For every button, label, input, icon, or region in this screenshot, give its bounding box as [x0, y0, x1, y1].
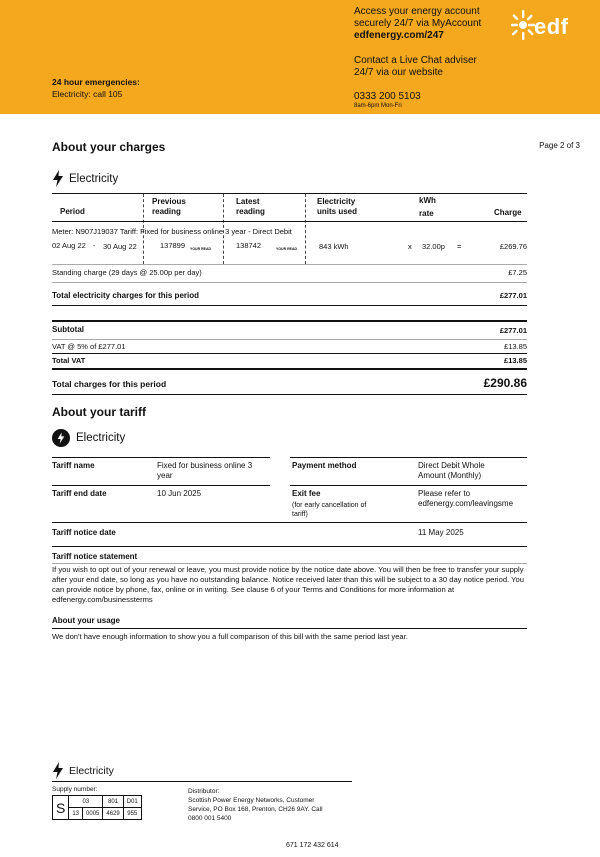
tariff-rule-right: [290, 485, 527, 486]
header-rule: [52, 221, 527, 222]
table-top-rule: [52, 193, 527, 194]
period-from: 02 Aug 22: [52, 241, 86, 250]
tariff-rule: [52, 522, 527, 523]
charges-title: About your charges: [52, 140, 166, 154]
col-charge: Charge: [494, 208, 522, 217]
access-line1: Access your energy account: [354, 6, 480, 17]
subtotal-label: Subtotal: [52, 325, 84, 334]
tariff-name-value: Fixed for business online 3 year: [157, 461, 253, 480]
notice-statement-text: If you wish to opt out of your renewal or leave, you must provide notice by the notice date above. You will then be free to transfer your supply after your end date, so long as you have no outstanding balance. Notice received later than this will be subject to a 30 day notice period. You can provide notice by phone, fax, online or in writing. See clause 6 of your Terms and Conditions for more information at edfenergy.com/businessterms: [52, 565, 524, 604]
grand-total-label: Total charges for this period: [52, 379, 167, 389]
access-line2: securely 24/7 via MyAccount: [354, 18, 482, 29]
energy-charge: £269.76: [499, 242, 527, 251]
col-kwh-rate: kWh rate: [419, 196, 436, 218]
supply-cell: 955: [123, 808, 141, 820]
previous-reading-tag: YOUR READ: [190, 247, 212, 251]
subtotal-value: £277.01: [499, 326, 527, 335]
period-to: 30 Aug 22: [103, 242, 137, 251]
supply-cell: 4629: [103, 808, 123, 820]
reference-number: 671 172 432 614: [286, 842, 339, 849]
vat-value: £13.85: [504, 342, 527, 351]
total-vat-value: £13.85: [504, 356, 527, 365]
row-rule: [52, 282, 527, 283]
notice-date-label: Tariff notice date: [52, 528, 116, 537]
latest-reading-tag: YOUR READ: [276, 247, 298, 251]
emergency-line: Electricity: call 105: [52, 89, 123, 99]
grand-total-bottom-rule: [52, 394, 527, 395]
total-electricity-value: £277.01: [499, 291, 527, 300]
supply-cell: 03: [69, 796, 103, 808]
grand-total-value: £290.86: [483, 376, 527, 390]
supply-s: S: [53, 796, 69, 820]
row-rule: [52, 305, 527, 306]
footer-rule: [52, 781, 352, 782]
charges-electricity-heading: [52, 170, 118, 187]
footer-section-label: Electricity: [69, 764, 114, 777]
latest-reading: 138742: [236, 241, 262, 250]
row-rule: [52, 353, 527, 354]
grand-total-top-rule: [52, 368, 527, 370]
equals-sign: =: [457, 242, 462, 251]
multiply-sign: x: [408, 242, 412, 251]
col-period: Period: [60, 207, 85, 216]
col-previous: Previous reading: [152, 197, 186, 216]
supply-cell: 801: [103, 796, 123, 808]
supply-number-grid: [52, 795, 142, 820]
standing-charge-label: Standing charge (29 days @ 25.00p per day): [52, 268, 202, 277]
payment-method-value: Direct Debit Whole Amount (Monthly): [418, 461, 485, 480]
row-rule: [52, 264, 527, 265]
tariff-rule-left: [52, 457, 270, 458]
bolt-circle-icon: [52, 429, 70, 447]
tariff-electricity-heading: [52, 429, 125, 447]
tariff-end-label: Tariff end date: [52, 489, 107, 498]
supply-number-label: Supply number:: [52, 786, 98, 793]
exit-fee-label: Exit fee: [292, 489, 321, 498]
access-url[interactable]: edfenergy.com/247: [354, 30, 444, 41]
usage-text: We don't have enough information to show you a full comparison of this bill with the same period last year.: [52, 632, 408, 641]
tariff-name-label: Tariff name: [52, 461, 95, 470]
emergency-title: 24 hour emergencies:: [52, 77, 140, 87]
exit-fee-sub: (for early cancellation of tariff): [292, 502, 367, 518]
col-latest: Latest reading: [236, 197, 265, 216]
notice-date-value: 11 May 2025: [418, 528, 464, 537]
unit-rate: 32.00p: [422, 242, 445, 251]
account-access: [354, 6, 514, 42]
row-rule: [52, 339, 527, 340]
subtotal-top-rule: [52, 320, 527, 322]
notice-statement-title: Tariff notice statement: [52, 552, 138, 561]
chat-line1: Contact a Live Chat adviser: [354, 55, 477, 66]
vat-label: VAT @ 5% of £277.01: [52, 342, 126, 351]
phone-number[interactable]: 0333 200 5103: [354, 91, 421, 102]
tariff-rule-right: [290, 457, 527, 458]
previous-reading: 137899: [160, 241, 186, 250]
chat-line2: 24/7 via our website: [354, 67, 443, 78]
page-number: Page 2 of 3: [539, 141, 580, 150]
header-banner: [0, 0, 600, 114]
logo-text: edf: [534, 14, 569, 39]
total-electricity-label: Total electricity charges for this period: [52, 291, 199, 300]
period-dash: -: [93, 241, 96, 250]
tariff-rule: [52, 563, 527, 564]
supply-cell: 0005: [83, 808, 103, 820]
tariff-end-value: 10 Jun 2025: [157, 489, 202, 498]
bolt-icon: [52, 170, 64, 187]
tariff-section-label: Electricity: [76, 432, 126, 444]
divider: [305, 194, 306, 264]
usage-title: About your usage: [52, 616, 121, 625]
emergency-info: [52, 76, 140, 100]
tariff-title: About your tariff: [52, 405, 146, 419]
charges-section-label: Electricity: [69, 172, 119, 185]
tariff-rule: [52, 546, 527, 547]
footer-electricity-heading: [52, 762, 114, 779]
supply-cell: D01: [123, 796, 141, 808]
supply-cell: 13: [69, 808, 83, 820]
bolt-icon: [52, 762, 64, 779]
exit-fee-value: Please refer to edfenergy.com/leavingsme: [418, 489, 514, 508]
total-vat-label: Total VAT: [52, 356, 86, 365]
standing-charge-value: £7.25: [508, 268, 527, 277]
distributor-info: Distributor: Scottish Power Energy Networks, Customer Service, PO Box 168, Prenton, CH26 9AY. Call 0800 001 5400: [188, 788, 323, 822]
tariff-rule-left: [52, 485, 270, 486]
payment-method-label: Payment method: [292, 461, 357, 470]
meter-line: Meter: N907J19037 Tariff: Fixed for business online 3 year - Direct Debit: [52, 227, 292, 236]
phone-hours: 8am-6pm Mon-Fri: [354, 103, 402, 109]
col-units: Electricity units used: [317, 197, 358, 216]
usage-rule: [52, 628, 527, 629]
live-chat-info: [354, 55, 514, 79]
units-used: 843 kWh: [319, 242, 349, 251]
